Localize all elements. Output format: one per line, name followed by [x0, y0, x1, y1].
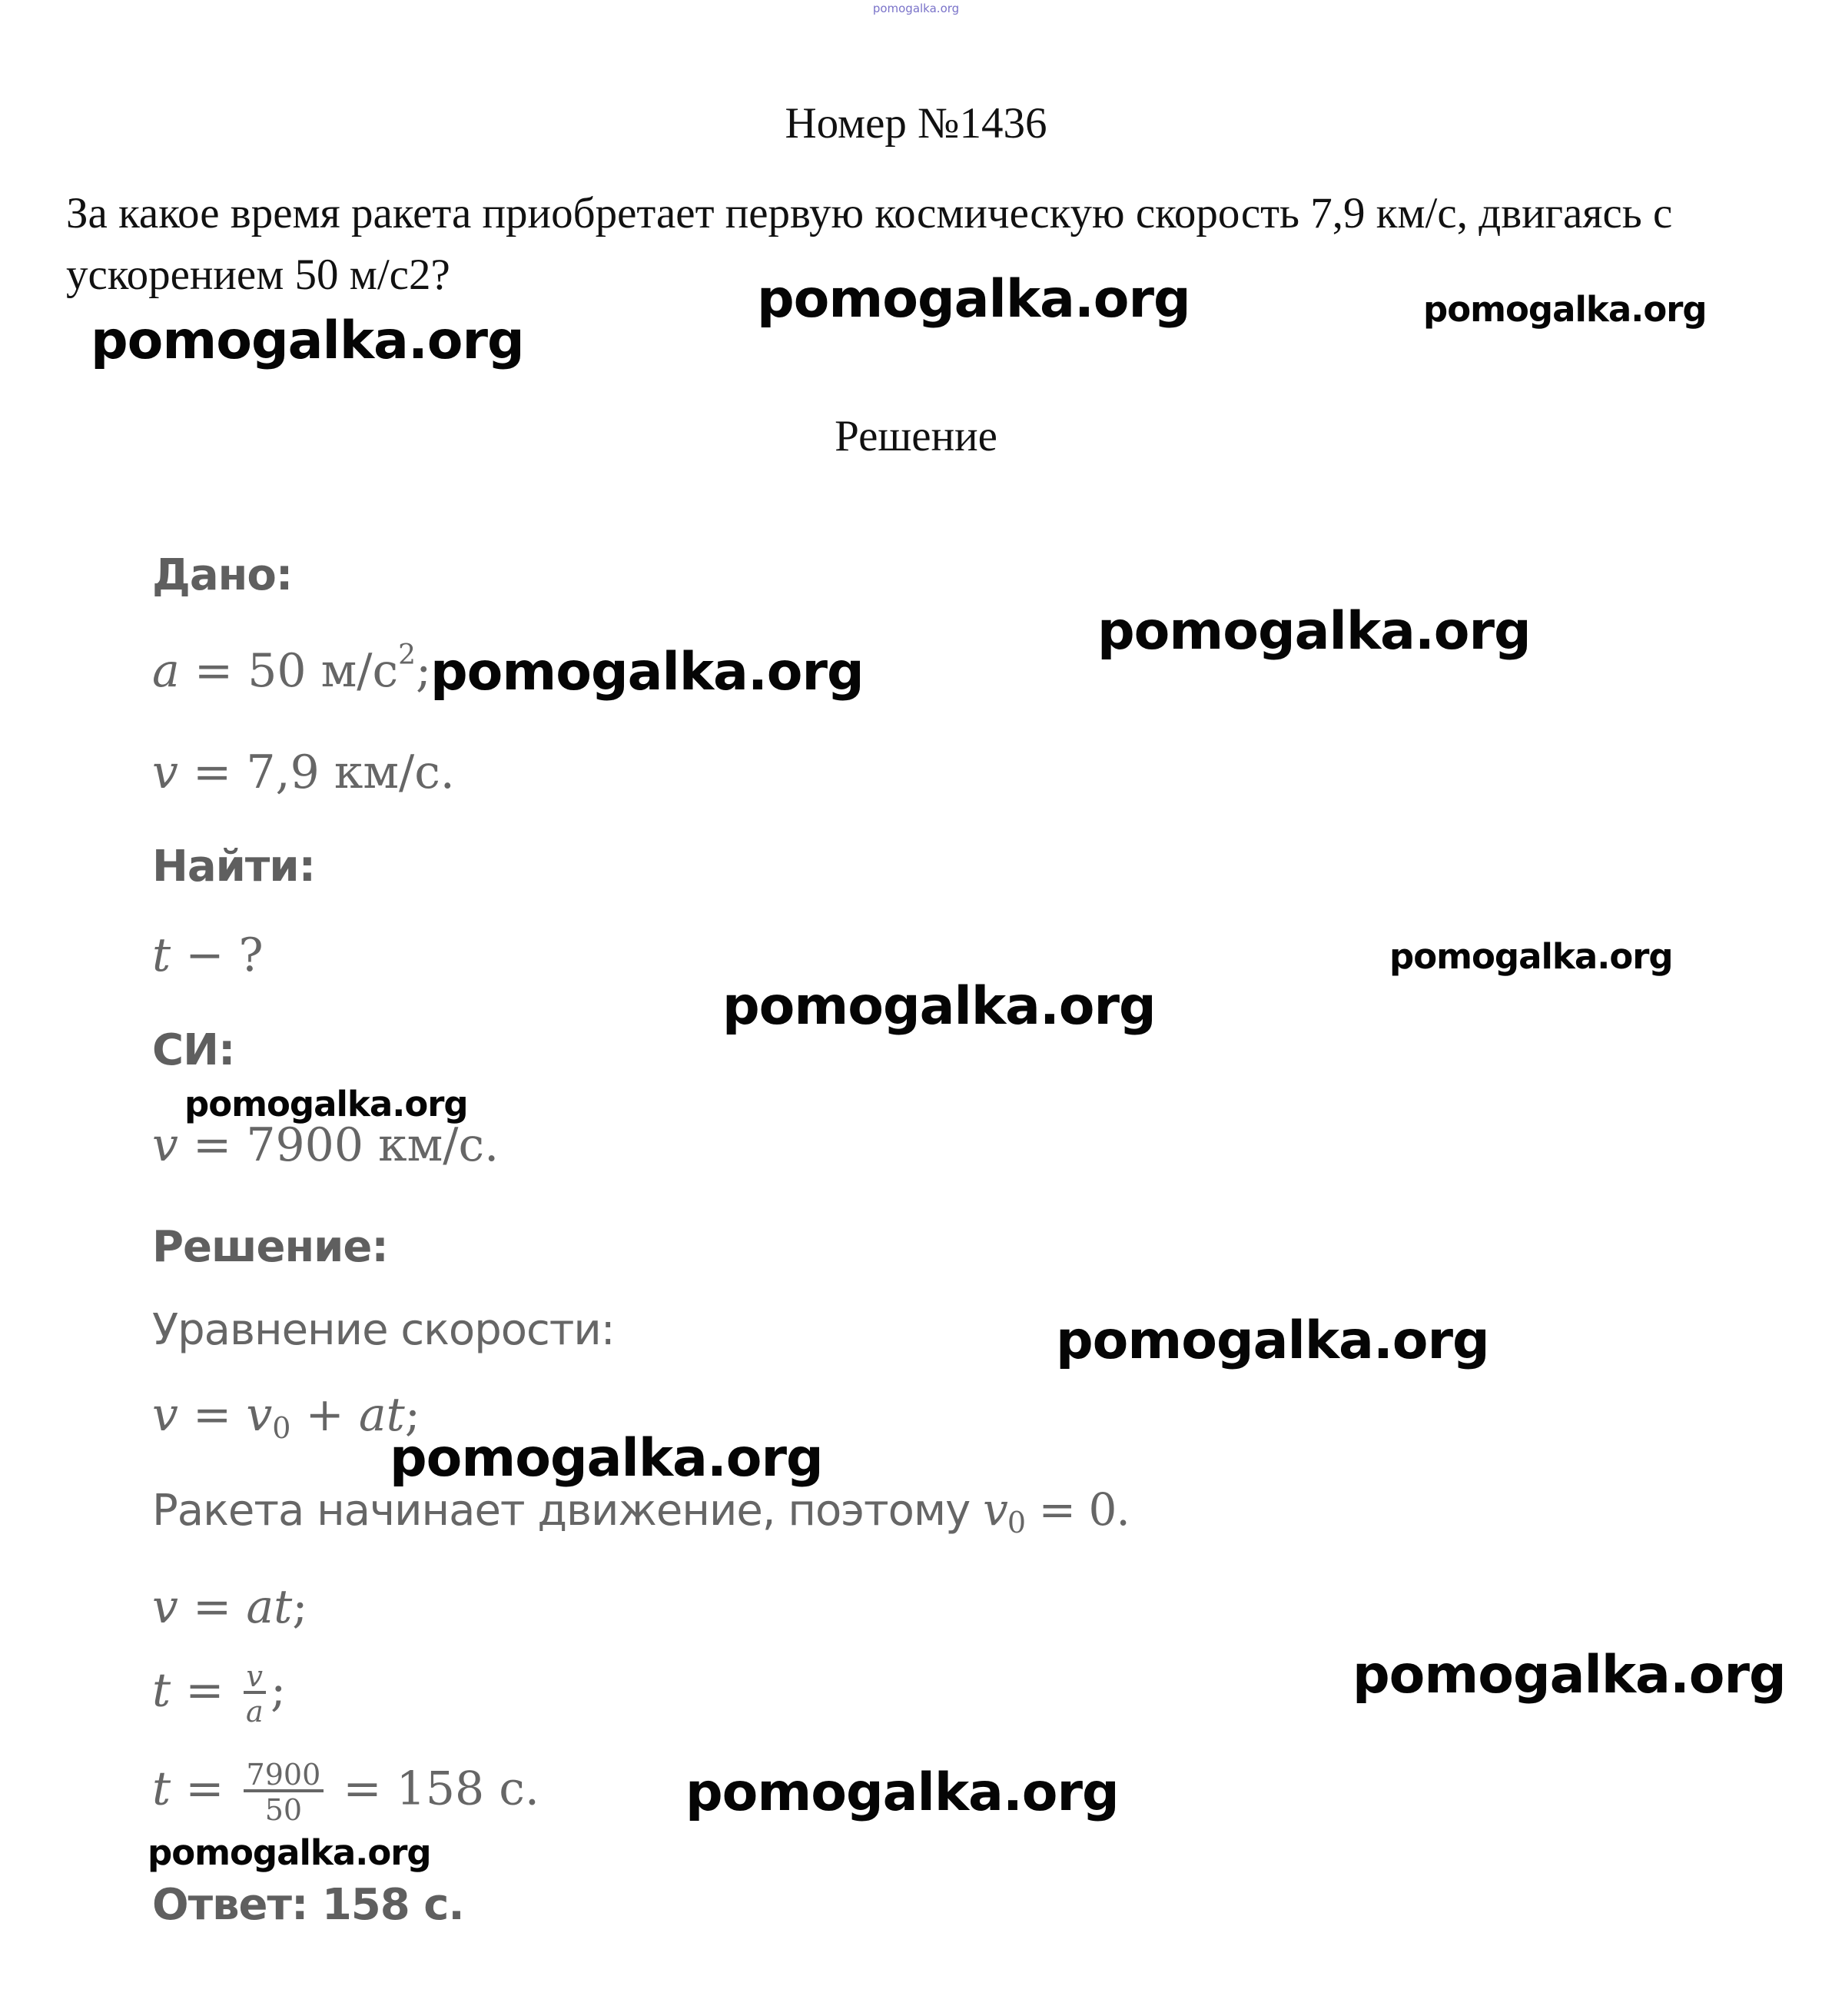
watermark: pomogalka.org: [184, 1084, 468, 1124]
var-a: a: [152, 644, 180, 698]
equation-t-result: [152, 1760, 539, 1825]
equation-velocity: [152, 1388, 420, 1445]
eq4-den: 50: [264, 1793, 303, 1827]
watermark: pomogalka.org: [685, 1762, 1119, 1823]
eq1-plus: +: [290, 1388, 359, 1442]
velocity-equation-label: Уравнение скорости:: [152, 1305, 615, 1355]
given-v-value: = 7,9 км/с.: [178, 746, 455, 799]
var-v: v: [152, 1118, 178, 1172]
answer: Ответ: 158 с.: [152, 1880, 464, 1930]
given-a-value: = 50 м/с: [179, 644, 399, 698]
eq1-v: v: [152, 1388, 178, 1442]
starts-text: Ракета начинает движение, поэтому: [152, 1486, 984, 1536]
watermark: pomogalka.org: [390, 1428, 823, 1489]
eq4-fraction: [244, 1760, 324, 1825]
eq2-eq: =: [178, 1580, 247, 1634]
eq3-end: ;: [270, 1663, 287, 1718]
equation-v-at: [152, 1580, 307, 1634]
eq3-den: a: [245, 1695, 264, 1729]
watermark: pomogalka.org: [1097, 601, 1531, 662]
watermark: pomogalka.org: [148, 1832, 431, 1873]
watermark: pomogalka.org: [1056, 1310, 1489, 1371]
given-label: Дано:: [152, 550, 293, 600]
watermark: pomogalka.org: [722, 976, 1156, 1037]
watermark: pomogalka.org: [757, 269, 1190, 330]
find-label: Найти:: [152, 842, 315, 892]
eq3-num: v: [244, 1662, 266, 1694]
eq4-eq: =: [171, 1762, 239, 1816]
eq1-at: at: [358, 1388, 405, 1442]
watermark: pomogalka.org: [1389, 936, 1673, 977]
given-acceleration: [152, 639, 432, 698]
eq4-num: 7900: [244, 1760, 324, 1792]
eq1-v0: v: [246, 1388, 273, 1442]
starts-from-rest: [152, 1483, 1130, 1539]
given-velocity: [152, 746, 455, 799]
eq4-lhs: t: [152, 1762, 171, 1816]
eq3-fraction: [244, 1659, 266, 1729]
problem-statement: За какое время ракета приобретает первую космическую скорость 7,9 км/с, двигаясь с ускорением 50 м/с2?: [66, 189, 1673, 299]
var-t: t: [152, 928, 171, 982]
equation-t-fraction: [152, 1659, 287, 1729]
page-title: Номер №1436: [785, 99, 1047, 148]
starts-v0: v: [983, 1483, 1007, 1536]
watermark: pomogalka.org: [1423, 289, 1707, 330]
eq2-end: ;: [292, 1580, 308, 1634]
eq1-eq: =: [178, 1388, 247, 1442]
eq2-lhs: v: [152, 1580, 178, 1634]
eq3-eq: =: [171, 1663, 239, 1718]
eq4-result: = 158 с.: [328, 1762, 539, 1816]
find-t-rest: − ?: [171, 928, 264, 982]
top-site-link[interactable]: pomogalka.org: [872, 2, 960, 15]
given-a-tail: ;: [416, 644, 432, 698]
si-v-value: = 7900 км/с.: [178, 1118, 499, 1172]
eq2-rhs: at: [246, 1580, 293, 1634]
watermark: pomogalka.org: [91, 311, 524, 371]
starts-end: = 0.: [1025, 1483, 1130, 1536]
eq3-lhs: t: [152, 1663, 171, 1718]
solution-heading: Решение: [835, 412, 997, 460]
var-v: v: [152, 746, 178, 799]
eq1-end: ;: [404, 1388, 420, 1442]
watermark: pomogalka.org: [430, 642, 864, 702]
find-time: [152, 928, 264, 982]
si-label: СИ:: [152, 1025, 235, 1075]
given-a-exponent: 2: [398, 639, 417, 671]
eq1-sub0: 0: [272, 1411, 291, 1445]
si-velocity: [152, 1118, 499, 1172]
solution-label: Решение:: [152, 1222, 388, 1272]
watermark: pomogalka.org: [1352, 1645, 1786, 1705]
starts-sub: 0: [1007, 1506, 1026, 1539]
